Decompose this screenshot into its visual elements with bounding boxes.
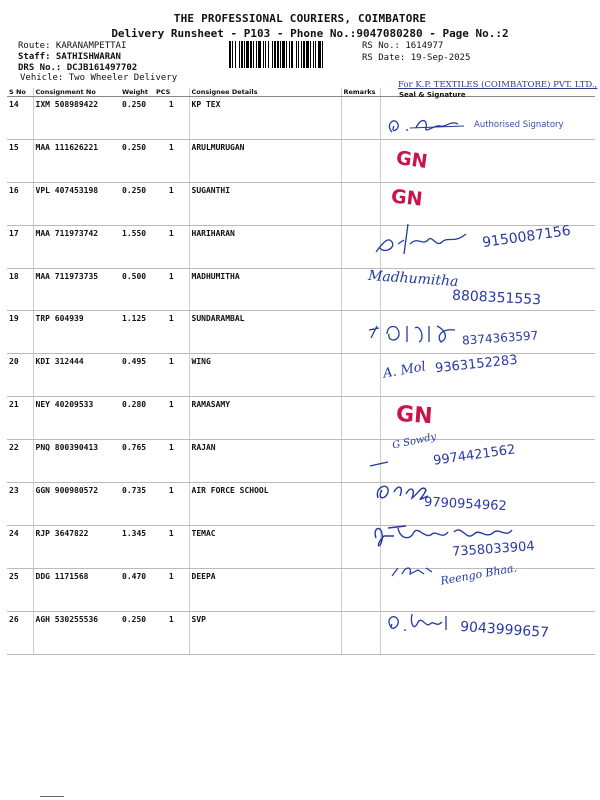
cell-consignee: DEEPA — [189, 568, 341, 611]
table-row — [7, 97, 595, 140]
cell-consignment: VPL 407453198 — [33, 182, 120, 225]
cell-pcs: 1 — [154, 397, 189, 440]
cell-weight: 1.550 — [120, 225, 154, 268]
cell-remarks — [341, 139, 380, 182]
cell-remarks — [341, 354, 380, 397]
cell-consignee: RAMASAMY — [189, 397, 341, 440]
cell-sno: 19 — [7, 311, 33, 354]
company-title: THE PROFESSIONAL COURIERS, COIMBATORE — [173, 12, 427, 25]
cell-pcs: 1 — [154, 268, 189, 311]
drs-label: DRS No.: DCJB161497702 — [18, 63, 138, 73]
cell-remarks — [341, 97, 380, 140]
cell-pcs: 1 — [154, 440, 189, 483]
cell-sno: 25 — [7, 568, 33, 611]
cell-consignee: SVP — [189, 611, 341, 654]
cell-weight: 1.125 — [120, 311, 154, 354]
cell-remarks — [341, 525, 380, 568]
cell-pcs: 1 — [154, 611, 189, 654]
mark-gn-row16: GN — [389, 185, 424, 211]
cell-sno: 17 — [7, 225, 33, 268]
cell-weight: 0.500 — [120, 268, 154, 311]
cell-consignment: IXM 508989422 — [33, 97, 120, 140]
authorised-signatory: Authorised Signatory — [474, 120, 564, 130]
phone-row24: 7358033904 — [451, 539, 536, 560]
vehicle-label: Vehicle: Two Wheeler Delivery — [20, 73, 178, 83]
cell-consignment: AGH 530255536 — [33, 611, 120, 654]
cell-consignee: HARIHARAN — [189, 225, 341, 268]
cell-consignment: RJP 3647822 — [33, 525, 120, 568]
phone-row18: 8808351553 — [451, 287, 542, 309]
col-consignment: Consignment No — [33, 88, 120, 97]
cell-weight: 0.470 — [120, 568, 154, 611]
cell-consignment: KDI 312444 — [33, 354, 120, 397]
cell-sno: 16 — [7, 182, 33, 225]
cell-consignment: MAA 111626221 — [33, 139, 120, 182]
cell-pcs: 1 — [154, 525, 189, 568]
cell-consignment: MAA 711973735 — [33, 268, 120, 311]
cell-seal-signature — [380, 97, 595, 140]
cell-consignee: RAJAN — [189, 440, 341, 483]
cell-sno: 20 — [7, 354, 33, 397]
cell-remarks — [341, 225, 380, 268]
col-remarks: Remarks — [341, 88, 380, 97]
phone-row23: 9790954962 — [423, 494, 508, 515]
rs-number: RS No.: 1614977 — [362, 41, 444, 51]
cell-weight: 0.735 — [120, 483, 154, 526]
cell-remarks — [341, 182, 380, 225]
phone-row19: 8374363597 — [461, 328, 539, 348]
name-row18: Madhumitha — [367, 267, 459, 291]
company-stamp: For K.P. TEXTILES (COIMBATORE) PVT. LTD., — [398, 80, 598, 90]
cell-sno: 15 — [7, 139, 33, 182]
table-row — [7, 182, 595, 225]
table-header-row — [7, 88, 595, 97]
cell-weight: 0.280 — [120, 397, 154, 440]
cell-remarks — [341, 611, 380, 654]
cell-pcs: 1 — [154, 182, 189, 225]
cell-consignment: MAA 711973742 — [33, 225, 120, 268]
phone-row26: 9043999657 — [459, 618, 550, 642]
cell-consignee: KP TEX — [189, 97, 341, 140]
cell-consignee: SUNDARAMBAL — [189, 311, 341, 354]
cell-consignment: PNQ 800390413 — [33, 440, 120, 483]
runsheet-title: Delivery Runsheet - P103 - Phone No.:9047080280 - Page No.:2 — [111, 27, 509, 40]
cell-pcs: 1 — [154, 483, 189, 526]
cell-remarks — [341, 483, 380, 526]
footer-mark — [40, 796, 64, 797]
col-weight: Weight — [120, 88, 154, 97]
cell-sno: 14 — [7, 97, 33, 140]
cell-remarks — [341, 568, 380, 611]
barcode — [229, 41, 357, 68]
cell-consignment: NEY 40209533 — [33, 397, 120, 440]
cell-remarks — [341, 440, 380, 483]
staff-label: Staff: SATHISHWARAN — [18, 52, 121, 62]
phone-row17: 9150087156 — [481, 222, 572, 252]
col-pcs: PCS — [154, 88, 189, 97]
cell-consignee: AIR FORCE SCHOOL — [189, 483, 341, 526]
name-row22: G Sowdy — [391, 431, 438, 452]
cell-pcs: 1 — [154, 97, 189, 140]
cell-remarks — [341, 311, 380, 354]
phone-row22: 9974421562 — [432, 442, 517, 469]
table-row — [7, 397, 595, 440]
name-row25: Reengo Bhaa. — [439, 561, 518, 588]
cell-consignment: TRP 604939 — [33, 311, 120, 354]
cell-weight: 1.345 — [120, 525, 154, 568]
cell-consignee: ARULMURUGAN — [189, 139, 341, 182]
cell-sno: 21 — [7, 397, 33, 440]
cell-weight: 0.765 — [120, 440, 154, 483]
route-label: Route: KARANAMPETTAI — [18, 41, 127, 51]
cell-pcs: 1 — [154, 311, 189, 354]
name-row20: A. Mol — [382, 359, 427, 382]
cell-consignee: MADHUMITHA — [189, 268, 341, 311]
phone-row20: 9363152283 — [434, 352, 519, 377]
cell-weight: 0.250 — [120, 139, 154, 182]
rs-date: RS Date: 19-Sep-2025 — [362, 53, 471, 63]
cell-pcs: 1 — [154, 139, 189, 182]
cell-weight: 0.495 — [120, 354, 154, 397]
cell-consignment: GGN 900980572 — [33, 483, 120, 526]
cell-weight: 0.250 — [120, 182, 154, 225]
cell-sno: 26 — [7, 611, 33, 654]
col-sno: S No — [7, 88, 33, 97]
cell-consignee: TEMAC — [189, 525, 341, 568]
cell-sno: 23 — [7, 483, 33, 526]
cell-consignment: DDG 1171568 — [33, 568, 120, 611]
col-consignee: Consignee Details — [189, 88, 341, 97]
mark-gn-row21: GN — [395, 401, 434, 430]
table-row — [7, 139, 595, 182]
cell-pcs: 1 — [154, 354, 189, 397]
cell-remarks — [341, 397, 380, 440]
cell-weight: 0.250 — [120, 611, 154, 654]
cell-pcs: 1 — [154, 568, 189, 611]
mark-gn-row15: GN — [394, 146, 429, 174]
cell-sno: 24 — [7, 525, 33, 568]
cell-sno: 18 — [7, 268, 33, 311]
cell-weight: 0.250 — [120, 97, 154, 140]
cell-pcs: 1 — [154, 225, 189, 268]
cell-consignee: SUGANTHI — [189, 182, 341, 225]
col-seal-label: Seal & Signature — [399, 91, 466, 99]
cell-consignee: WING — [189, 354, 341, 397]
cell-sno: 22 — [7, 440, 33, 483]
